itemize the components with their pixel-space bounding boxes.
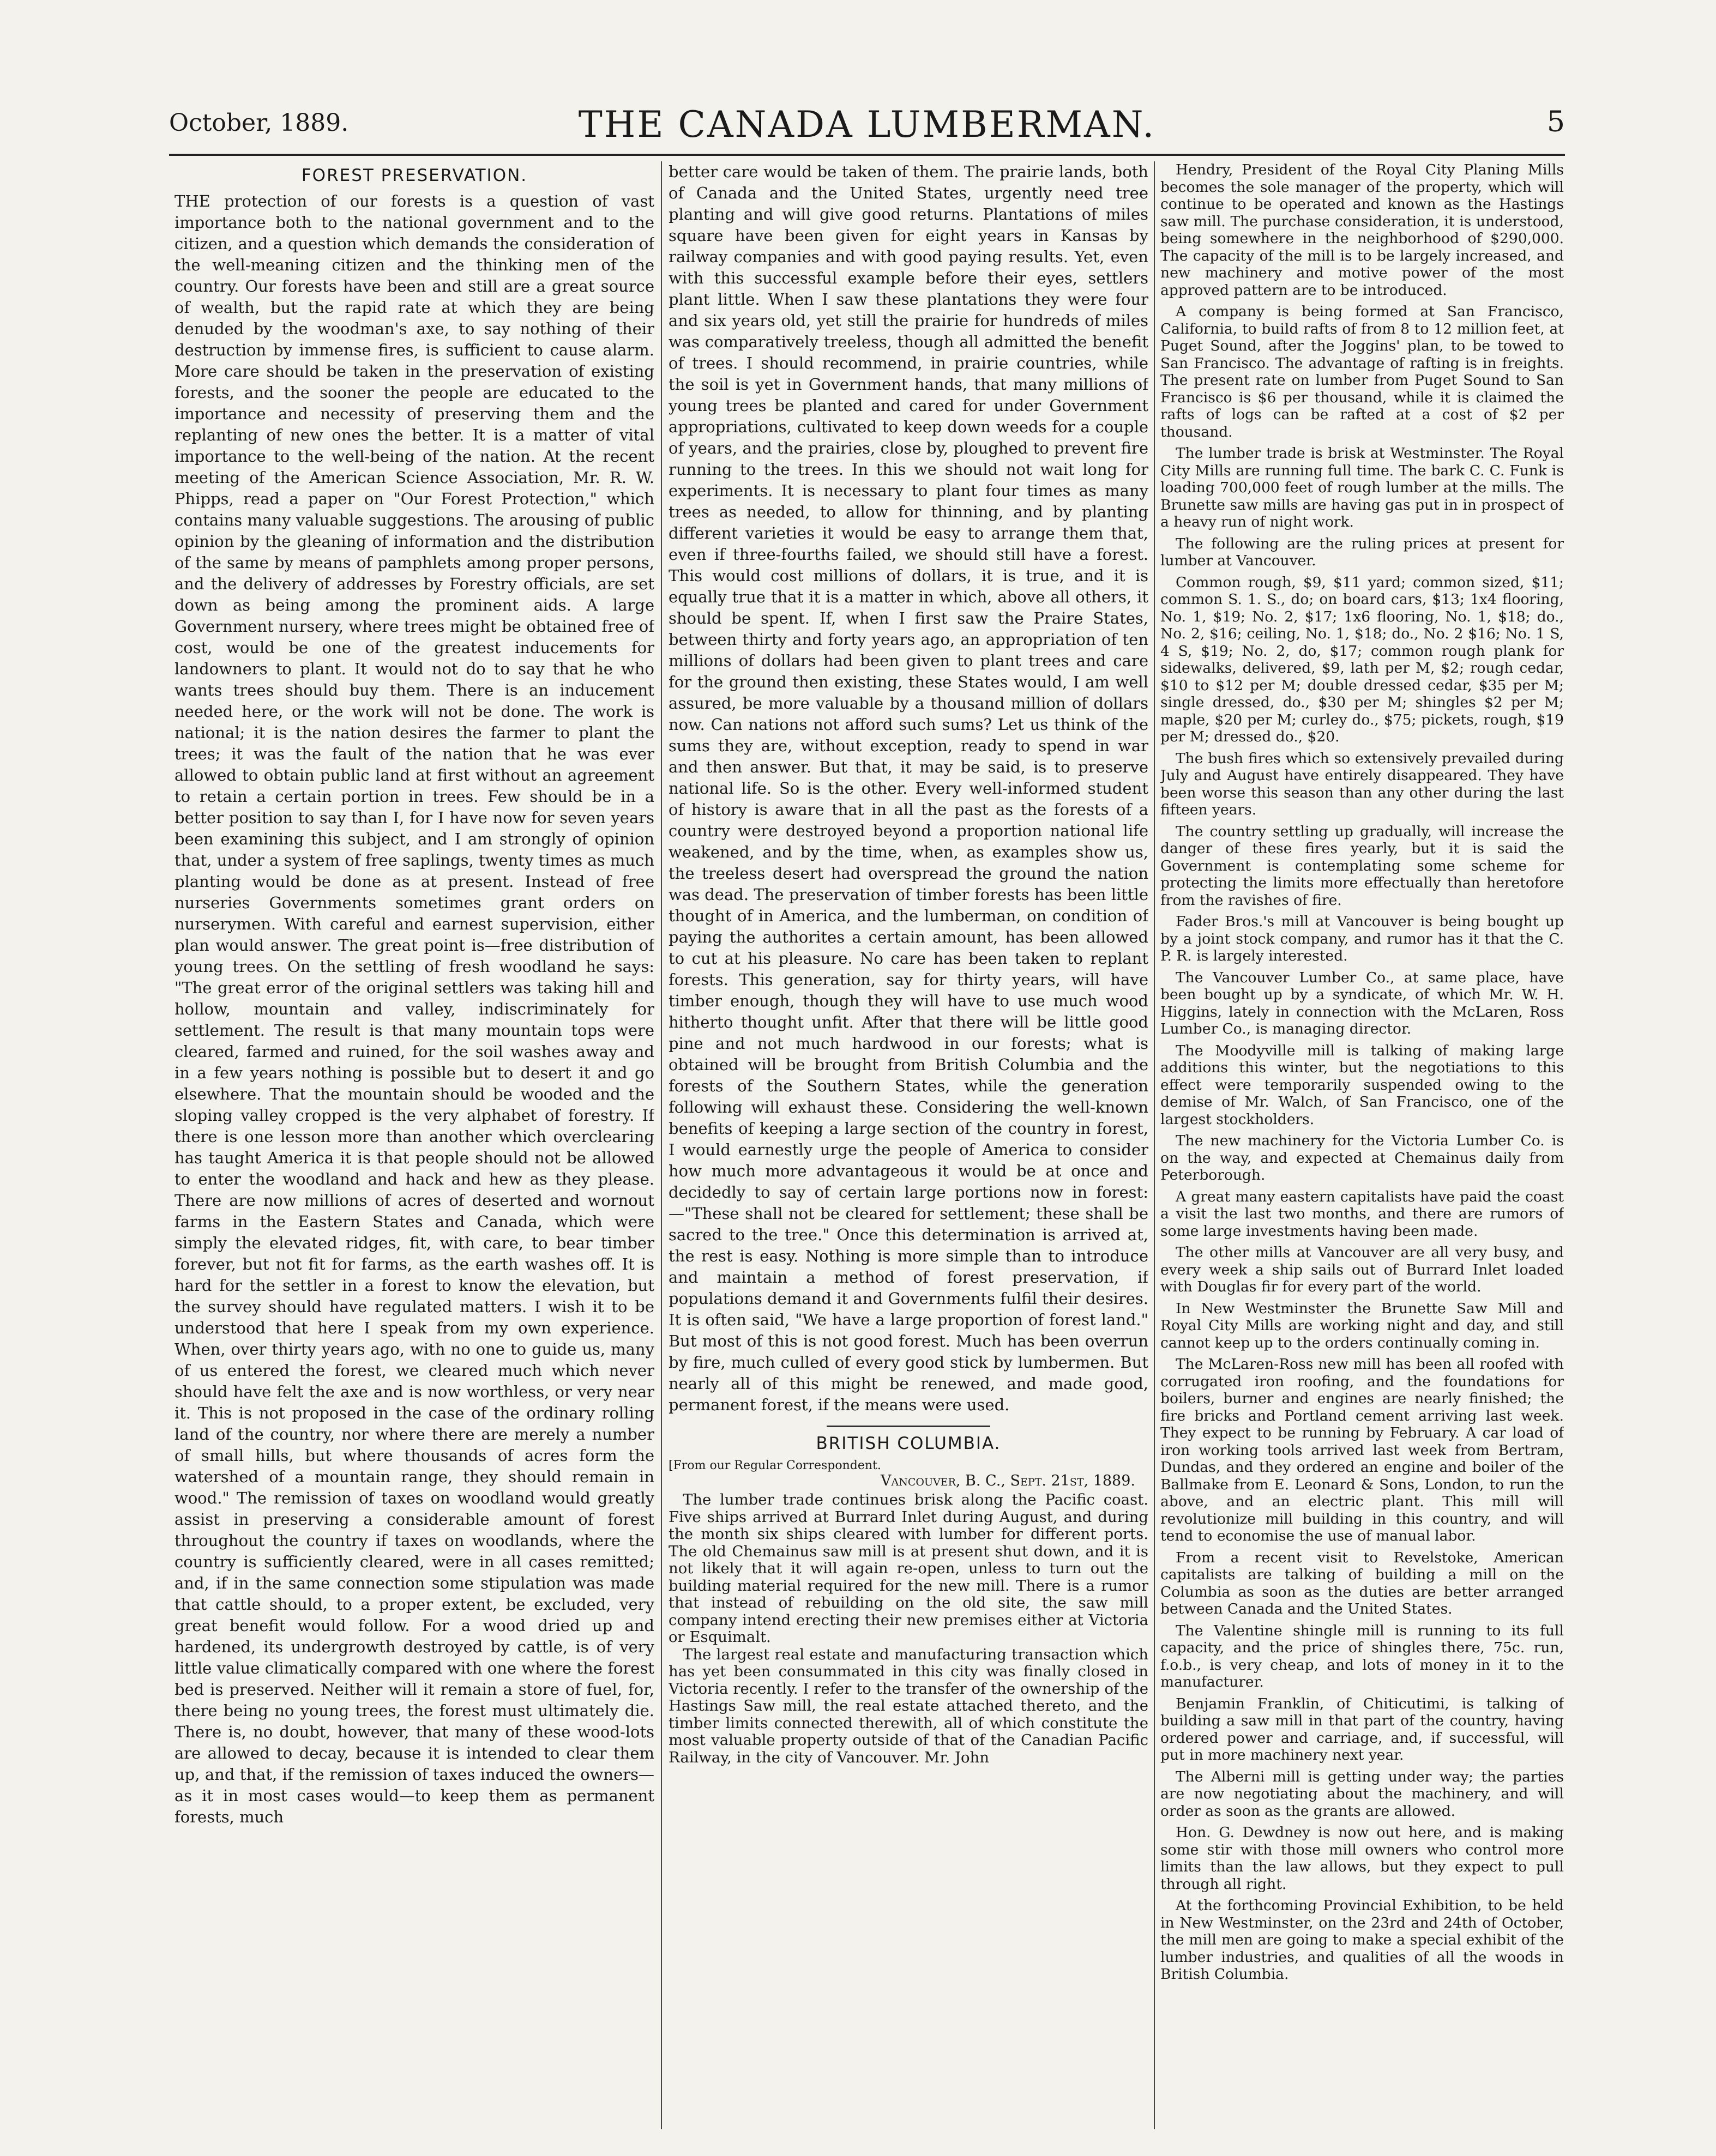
article-paragraph: The Vancouver Lumber Co., at same place, have been bought up by a syndicate, of which Mr. W. H. Higgins, lately in connection with the McLaren, Ross Lumber Co., is managing director. bbox=[1160, 969, 1564, 1037]
column-divider bbox=[1154, 161, 1155, 2129]
newspaper-title: THE CANADA LUMBERMAN. bbox=[578, 104, 1156, 146]
article-paragraph: The Moodyville mill is talking of making large additions this winter, but the negotiations to this effect were temporarily suspended owing to the demise of Mr. Walch, of San Francisco, one of the largest stockholders. bbox=[1160, 1042, 1564, 1128]
masthead-rule bbox=[169, 154, 1565, 156]
article-paragraph: The Alberni mill is getting under way; the parties are now negotiating about the machinery, and will order as soon as the grants are allowed. bbox=[1160, 1768, 1564, 1820]
article-heading-forest-preservation: FOREST PRESERVATION. bbox=[301, 166, 528, 185]
article-paragraph: A company is being formed at San Francisco, California, to build rafts of from 8 to 12 million feet, at Puget Sound, after the Joggins' plan, to be towed to San Francisco. The advantage of rafting is in freights. The present rate on lumber from Puget Sound to San Francisco is $6 per thousand, while it is claimed the rafts of logs can be rafted at a cost of $2 per thousand. bbox=[1160, 303, 1564, 440]
article-paragraph: The lumber trade continues brisk along the Pacific coast. Five ships arrived at Burrard Inlet during August, and during the month six ships cleared with lumber for different ports. The old Chemainus saw mill is at present shut down, and it is not likely that it will again re-open, unless to turn out the building material required for the new mill. There is a rumor that instead of rebuilding on the old site, the saw mill company intend erecting their new premises either at Victoria or Esquimalt. bbox=[669, 1491, 1148, 1646]
article-paragraph: Fader Bros.'s mill at Vancouver is being bought up by a joint stock company, and rumor has it that the C. P. R. is largely interested. bbox=[1160, 913, 1564, 964]
column-3 bbox=[1160, 161, 1564, 2129]
masthead bbox=[169, 104, 1565, 153]
column-1 bbox=[174, 161, 654, 2129]
article-paragraph: The new machinery for the Victoria Lumber Co. is on the way, and expected at Chemainus daily from Peterborough. bbox=[1160, 1132, 1564, 1183]
article-body-forest-preservation: THE protection of our forests is a question of vast importance both to the national government and to the citizen, and a question which demands the consideration of the well-meaning citizen and the thinking men of the country. Our forests have been and still are a great source of wealth, but the rapid rate at which they are being denuded by the woodman's axe, to say nothing of their destruction by immense fires, is sufficient to cause alarm. More care should be taken in the preservation of existing forests, and the sooner the people are educated to the importance and necessity of preserving them and the replanting of new ones the better. It is a matter of vital importance to the well-being of the nation. At the recent meeting of the American Science Association, Mr. R. W. Phipps, read a paper on "Our Forest Protection," which contains many valuable suggestions. The arousing of public opinion by the gleaning of information and the distribution of the same by means of pamphlets among proper persons, and the delivery of addresses by Forestry officials, are set down as being among the prominent aids. A large Government nursery, where trees might be obtained free of cost, would be one of the greatest inducements for landowners to plant. It would not do to say that he who wants trees should buy them. There is an inducement needed here, or the work will not be done. The work is national; it is the nation desires the farmer to plant the trees; it was the fault of the nation that he was ever allowed to obtain public land at first without an agreement to retain a certain portion in trees. Few should be in a better position to say than I, for I have now for seven years been examining this subject, and I am strongly of opinion that, under a system of free saplings, twenty times as much planting would be done as at present. Instead of free nurseries Governments sometimes grant orders on nurserymen. With careful and earnest supervision, either plan would answer. The great point is—free distribution of young trees. On the settling of fresh woodland he says: "The great error of the original settlers was taking hill and hollow, mountain and valley, indiscriminately for settlement. The result is that many mountain tops were cleared, farmed and ruined, for the soil washes away and in a few years nothing is possible but to desert it and go elsewhere. That the mountain should be wooded and the sloping valley cropped is the very alphabet of forestry. If there is one lesson more than another which overclearing has taught America it is that people should not be allowed to enter the woodland and hack and hew as they please. There are now millions of acres of deserted and wornout farms in the Eastern States and Canada, which were simply the elevated ridges, fit, with care, to bear timber forever, but not fit for farms, as the earth washes off. It is hard for the settler in a forest to know the elevation, but the survey should have regulated matters. I wish it to be understood that here I speak from my own experience. When, over thirty years ago, with no one to guide us, many of us entered the forest, we cleared much which never should have felt the axe and is now worthless, or very near it. This is not proposed in the case of the ordinary rolling land of the country, nor where there are merely a number of small hills, but where thousands of acres form the watershed of a mountain range, they should remain in wood." The remission of taxes on woodland would greatly assist in preserving a considerable amount of forest throughout the country if taxes on woodlands, where the country is sufficiently cleared, were in all cases remitted; and, if in the same connection some stipulation was made that cattle should, to a proper extent, be excluded, very great benefit would follow. For a wood dried up and hardened, its undergrowth destroyed by cattle, is of very little value climatically compared with one where the forest bed is preserved. Neither will it remain a store of fuel, for, there being no young trees, the forest must ultimately die. There is, no doubt, however, that many of these wood-lots are allowed to decay, because it is intended to clear them up, and that, if the remission of taxes induced the owners—as it in most cases would—to keep them as permanent forests, much bbox=[174, 192, 654, 1826]
section-divider bbox=[827, 1426, 990, 1427]
article-paragraph: In New Westminster the Brunette Saw Mill and Royal City Mills are working night and day, and still cannot keep up to the orders continually coming in. bbox=[1160, 1300, 1564, 1351]
article-paragraph: The bush fires which so extensively prevailed during July and August have entirely disappeared. They have been worse this season than any other during the last fifteen years. bbox=[1160, 750, 1564, 818]
article-paragraph: The McLaren-Ross new mill has been all roofed with corrugated iron roofing, and the foundations for boilers, burner and engines are nearly finished; the fire bricks and Portland cement arriving last week. They expect to be running by February. A car load of iron working tools arrived last week from Bertram, Dundas, and they ordered an engine and boiler of the Ballmake from E. Leonard & Sons, London, to run the above, and an electric plant. This mill will revolutionize mill building in this country, and will tend to economise the use of manual labor. bbox=[1160, 1356, 1564, 1544]
article-body-forest-preservation-continued: better care would be taken of them. The prairie lands, both of Canada and the United States, urgently need tree planting and will give good returns. Plantations of miles square have been given for eight years in Kansas by railway companies and with good paying results. Yet, even with this successful example before their eyes, settlers plant little. When I saw these plantations they were four and six years old, yet still the prairie for hundreds of miles was comparatively treeless, though all admitted the benefit of trees. I should recommend, in prairie countries, while the soil is yet in Government hands, that many millions of young trees be planted and cared for under Government appropriations, cultivated to keep down weeds for a couple of years, and the prairies, close by, ploughed to prevent fire running to the trees. In this we should not wait long for experiments. It is necessary to plant four times as many trees as needed, to allow for thinning, and by planting different varieties it would be easy to arrange them that, even if three-fourths failed, we should still have a forest. This would cost millions of dollars, it is true, and it is equally true that it is a matter in which, above all others, it should be spent. If, when I first saw the Praire States, between thirty and forty years ago, an appropriation of ten millions of dollars had been given to plant trees and care for the ground then existing, these States would, I am well assured, be more valuable by a thousand million of dollars now. Can nations not afford such sums? Let us think of the sums they are, without exception, ready to spend in war and then answer. But that, it may be said, is to preserve national life. So is the other. Every well-informed student of history is aware that in all the past as the forests of a country were destroyed beyond a proportion national life weakened, and by the time, when, as examples show us, the treeless desert had overspread the ground the nation was dead. The preservation of timber forests has been little thought of in America, and the lumberman, on condition of paying the authorites a certain amount, has been allowed to cut at his pleasure. No care has been taken to replant forests. This generation, say for thirty years, will have timber enough, though they will have to use much wood hitherto thought unfit. After that there will be little good pine and not much hardwood in our forests; what is obtained will be brought from British Columbia and the forests of the Southern States, while the generation following will exhaust these. Considering the well-known benefits of keeping a large section of the country in forest, I would earnestly urge the people of America to consider how much more advantageous it would be at once and decidedly to say of certain large portions now in forest:—"These shall not be cleared for settlement; these shall be sacred to the tree." Once this determination is arrived at, the rest is easy. Nothing is more simple than to introduce and maintain a method of forest preservation, if populations demand it and Governments fulfil their desires. It is often said, "We have a large proportion of forest land." But most of this is not good forest. Much has been overrun by fire, much culled of every good stick by lumbermen. But nearly all of this might be renewed, and made good, permanent forest, if the means were used. bbox=[669, 162, 1148, 1414]
correspondent-note: [From our Regular Correspondent. bbox=[669, 1459, 881, 1472]
column-2 bbox=[669, 161, 1148, 2129]
price-list: Common rough, $9, $11 yard; common sized, $11; common S. 1. S., do; on board cars, $13; 1x4 flooring, No. 1, $19; No. 2, $17; 1x6 flooring, No. 1, $18; do., No. 2, $16; ceiling, No. 1, $18; do., No. 2 $16; No. 1 S, 4 S, $19; No. 2, do, $17; common rough plank for sidewalks, delivered, $9, lath per M, $2; rough cedar, $10 to $12 per M; double dressed cedar, $35 per M; single dressed, do., $30 per M; shingles $2 per M; maple, $20 per M; curley do., $75; pickets, rough, $19 per M; dressed do., $20. bbox=[1160, 573, 1564, 745]
article-paragraph: Hon. G. Dewdney is now out here, and is making some stir with those mill owners who control more limits than the law allows, but they expect to pull through all right. bbox=[1160, 1824, 1564, 1893]
article-heading-british-columbia: BRITISH COLUMBIA. bbox=[816, 1434, 1001, 1453]
article-paragraph: Benjamin Franklin, of Chiticutimi, is talking of building a saw mill in that part of the country, having ordered power and carriage, and, if successful, will put in more machinery next year. bbox=[1160, 1695, 1564, 1764]
dateline: Vancouver, B. C., Sept. 21st, 1889. bbox=[881, 1472, 1135, 1489]
article-paragraph: The Valentine shingle mill is running to its full capacity, and the price of shingles there, 75c. run, f.o.b., is very cheap, and lots of money in it to the manufacturer. bbox=[1160, 1622, 1564, 1690]
article-paragraph: A great many eastern capitalists have paid the coast a visit the last two months, and there are rumors of some large investments having been made. bbox=[1160, 1188, 1564, 1240]
article-paragraph: At the forthcoming Provincial Exhibition, to be held in New Westminster, on the 23rd and 24th of October, the mill men are going to make a special exhibit of the lumber industries, and qualities of all the woods in British Columbia. bbox=[1160, 1897, 1564, 1983]
article-paragraph: Hendry, President of the Royal City Planing Mills becomes the sole manager of the property, which will continue to be operated and known as the Hastings saw mill. The purchase consideration, it is understood, being somewhere in the neighborhood of $290,000. The capacity of the mill is to be largely increased, and new machinery and motive power of the most approved pattern are to be introduced. bbox=[1160, 161, 1564, 299]
issue-date: October, 1889. bbox=[169, 109, 349, 137]
article-paragraph: The other mills at Vancouver are all very busy, and every week a ship sails out of Burrard Inlet loaded with Douglas fir for every part of the world. bbox=[1160, 1244, 1564, 1295]
page-number: 5 bbox=[1546, 106, 1565, 138]
article-paragraph: The largest real estate and manufacturing transaction which has yet been consummated in this city was finally closed in Victoria recently. I refer to the transfer of the ownership of the Hastings Saw mill, the real estate attached thereto, and the timber limits connected therewith, all of which constitute the most valuable property outside of that of the Canadian Pacific Railway, in the city of Vancouver. Mr. John bbox=[669, 1645, 1148, 1766]
article-paragraph: The country settling up gradually, will increase the danger of these fires yearly, but it is said the Government is contemplating some scheme for protecting the limits more effectually than heretofore from the ravishes of fire. bbox=[1160, 823, 1564, 909]
article-paragraph: The following are the ruling prices at present for lumber at Vancouver. bbox=[1160, 535, 1564, 569]
article-paragraph: The lumber trade is brisk at Westminster. The Royal City Mills are running full time. The bark C. C. Funk is loading 700,000 feet of rough lumber at the mills. The Brunette saw mills are having gas put in in prospect of a heavy run of night work. bbox=[1160, 445, 1564, 530]
column-divider bbox=[661, 161, 662, 2129]
article-paragraph: From a recent visit to Revelstoke, American capitalists are talking of building a mill on the Columbia as soon as the duties are better arranged between Canada and the United States. bbox=[1160, 1549, 1564, 1617]
